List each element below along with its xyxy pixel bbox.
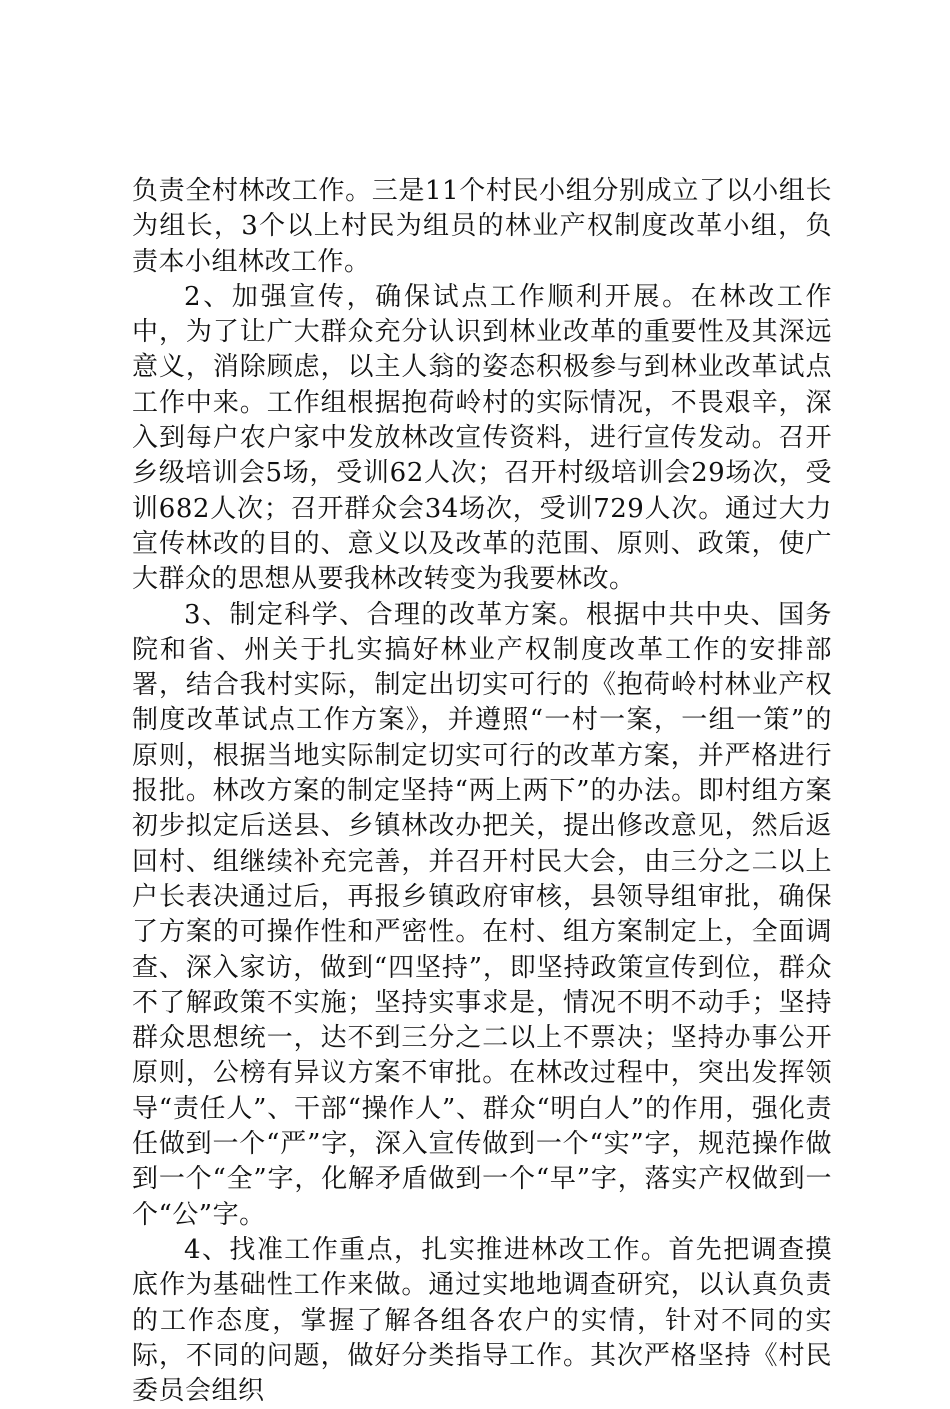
paragraph-2: 2、加强宣传，确保试点工作顺利开展。在林改工作中，为了让广大群众充分认识到林业改革的重要性及其深远意义，消除顾虑，以主人翁的姿态积极参与到林业改革试点工作中来。工作组根据抱荷岭村的实际情况，不畏艰辛，深入到每户农户家中发放林改宣传资料，进行宣传发动。召开乡级培训会5场，受训62人次；召开村级培训会29场次，受训682人次；召开群众会34场次，受训729人次。通过大力宣传林改的目的、意义以及改革的范围、原则、政策，使广大群众的思想从要我林改转变为我要林改。 [132,281,832,595]
paragraph-3: 3、制定科学、合理的改革方案。根据中共中央、国务院和省、州关于扎实搞好林业产权制度改革工作的安排部署，结合我村实际，制定出切实可行的《抱荷岭村林业产权制度改革试点工作方案》，并遵照“一村一案，一组一策”的原则，根据当地实际制定切实可行的改革方案，并严格进行报批。林改方案的制定坚持“两上两下”的办法。即村组方案初步拟定后送县、乡镇林改办把关，提出修改意见，然后返回村、组继续补充完善，并召开村民大会，由三分之二以上户长表决通过后，再报乡镇政府审核，县领导组审批，确保了方案的可操作性和严密性。在村、组方案制定上，全面调查、深入家访，做到“四坚持”，即坚持政策宣传到位，群众不了解政策不实施；坚持实事求是，情况不明不动手；坚持群众思想统一，达不到三分之二以上不票决；坚持办事公开原则，公榜有异议方案不审批。在林改过程中，突出发挥领导“责任人”、干部“操作人”、群众“明白人”的作用，强化责任做到一个“严”字，深入宣传做到一个“实”字，规范操作做到一个“全”字，化解矛盾做到一个“早”字，落实产权做到一个“公”字。 [132,599,832,1230]
paragraph-4: 4、找准工作重点，扎实推进林改工作。首先把调查摸底作为基础性工作来做。通过实地地调查研究，以认真负责的工作态度，掌握了解各组各农户的实情，针对不同的实际，不同的问题，做好分类指导工作。其次严格坚持《村民委员会组织 [132,1234,832,1407]
paragraph-1: 负责全村林改工作。三是11个村民小组分别成立了以小组长为组长，3个以上村民为组员的林业产权制度改革小组，负责本小组林改工作。 [132,176,832,277]
document-body [132,174,832,1409]
